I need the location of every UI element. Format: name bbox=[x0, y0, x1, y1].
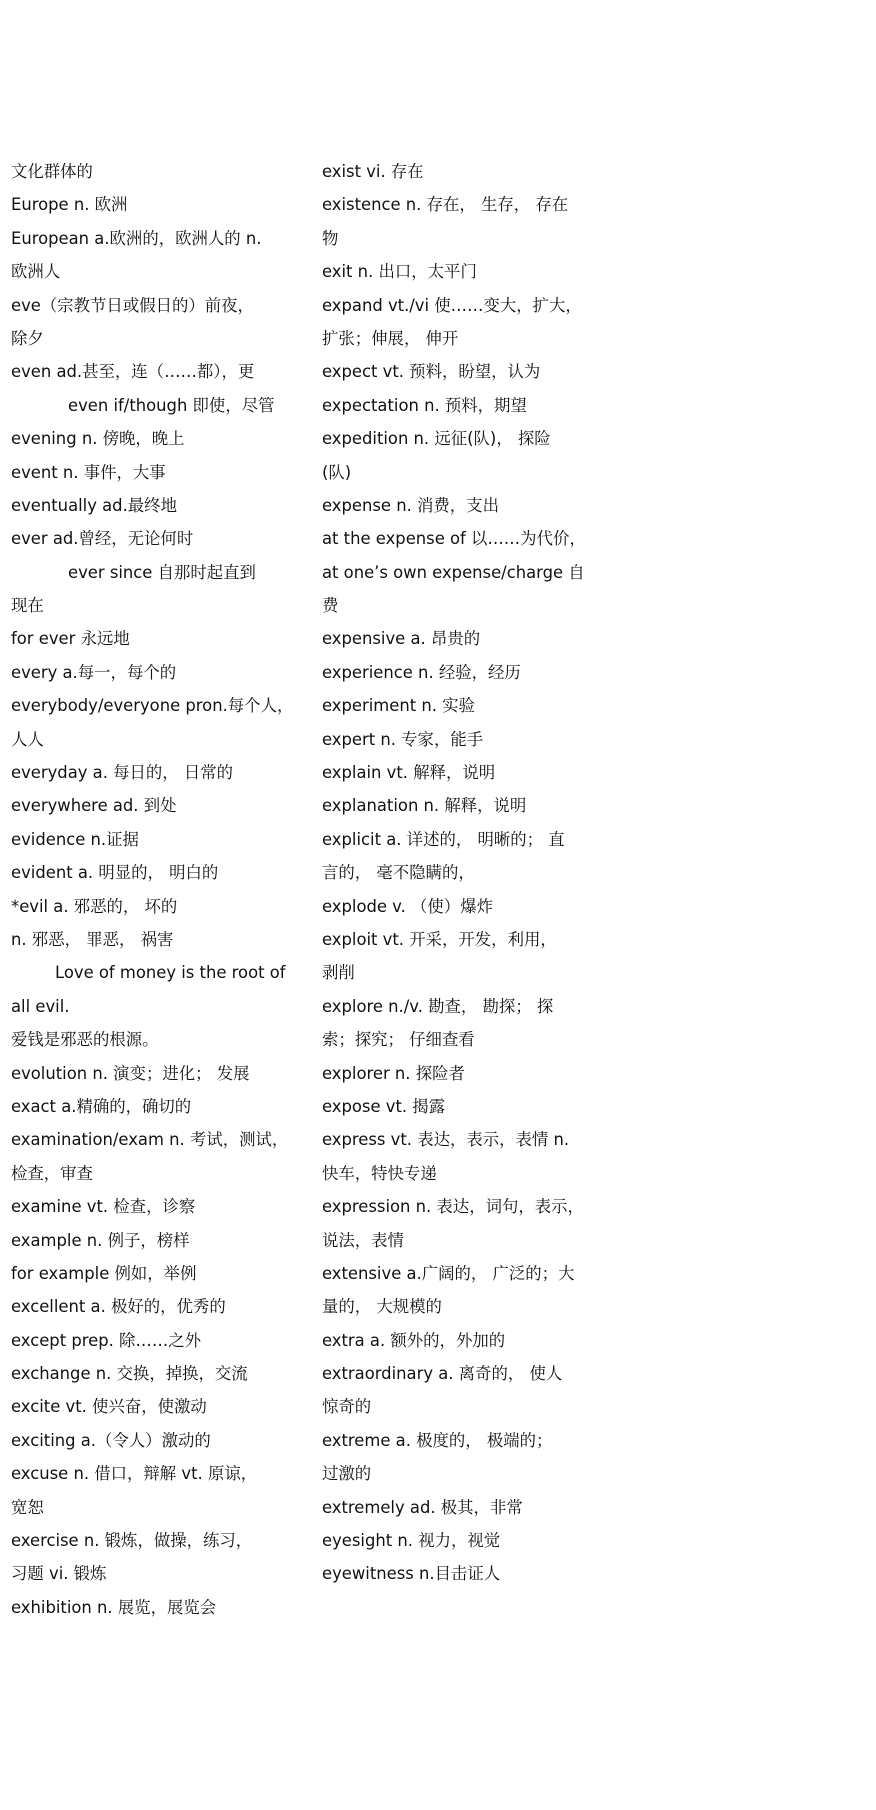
vocab-line: evolution n. 演变；进化； 发展 bbox=[11, 1063, 250, 1083]
vocab-line: everywhere ad. 到处 bbox=[11, 796, 177, 816]
vocab-line: expedition n. 远征(队)， 探险 bbox=[322, 429, 551, 449]
vocab-line: European a.欧洲的，欧洲人的 n. bbox=[11, 228, 262, 248]
vocab-line: existence n. 存在， 生存， 存在 bbox=[322, 195, 569, 215]
vocab-line: exchange n. 交换，掉换，交流 bbox=[11, 1364, 248, 1384]
vocab-line: 惊奇的 bbox=[322, 1397, 372, 1417]
vocab-line: excuse n. 借口，辩解 vt. 原谅， bbox=[11, 1464, 258, 1484]
vocab-line: explore n./v. 勘查， 勘探； 探 bbox=[322, 996, 554, 1016]
vocab-line: expert n. 专家，能手 bbox=[322, 729, 484, 749]
vocab-line: 欧洲人 bbox=[11, 262, 61, 282]
vocab-line: even ad.甚至，连（……都），更 bbox=[11, 362, 255, 382]
vocab-line: eyesight n. 视力，视觉 bbox=[322, 1531, 501, 1551]
vocab-line: explain vt. 解释，说明 bbox=[322, 763, 496, 783]
vocab-line: Love of money is the root of bbox=[55, 963, 286, 983]
vocab-line: 物 bbox=[322, 228, 339, 248]
vocab-line: expect vt. 预料，盼望，认为 bbox=[322, 362, 541, 382]
vocab-line: 除夕 bbox=[11, 328, 44, 348]
vocab-line: (队) bbox=[322, 462, 352, 482]
vocab-line: 人人 bbox=[11, 729, 44, 749]
vocab-line: exploit vt. 开采，开发，利用， bbox=[322, 929, 557, 949]
vocab-line: exciting a.（令人）激动的 bbox=[11, 1430, 211, 1450]
vocab-line: exact a.精确的，确切的 bbox=[11, 1096, 192, 1116]
vocab-line: exist vi. 存在 bbox=[322, 162, 424, 181]
vocab-line: 文化群体的 bbox=[11, 162, 93, 181]
vocab-line: except prep. 除……之外 bbox=[11, 1330, 201, 1350]
vocab-line: 宽恕 bbox=[11, 1497, 44, 1517]
vocab-line: experiment n. 实验 bbox=[322, 696, 475, 716]
vocab-line: ever ad.曾经，无论何时 bbox=[11, 529, 194, 549]
vocab-line: 爱钱是邪恶的根源。 bbox=[11, 1030, 159, 1050]
vocab-line: exit n. 出口，太平门 bbox=[322, 262, 477, 282]
vocab-line: 过激的 bbox=[322, 1464, 372, 1484]
vocab-line: 现在 bbox=[11, 596, 44, 616]
vocab-line: exhibition n. 展览，展览会 bbox=[11, 1597, 217, 1617]
vocab-line: 扩张；伸展， 伸开 bbox=[322, 328, 459, 348]
vocab-line: examine vt. 检查，诊察 bbox=[11, 1197, 196, 1217]
vocab-line: 言的， 毫不隐瞒的， bbox=[322, 863, 475, 883]
vocab-line: excellent a. 极好的，优秀的 bbox=[11, 1297, 226, 1317]
vocab-line: expense n. 消费，支出 bbox=[322, 495, 499, 515]
vocab-line: at one’s own expense/charge 自 bbox=[322, 562, 585, 582]
vocab-line: eve（宗教节日或假日的）前夜， bbox=[11, 295, 254, 315]
vocab-line: even if/though 即使，尽管 bbox=[68, 395, 275, 415]
vocab-line: extensive a.广阔的， 广泛的；大 bbox=[322, 1263, 575, 1283]
vocab-line: extraordinary a. 离奇的， 使人 bbox=[322, 1364, 563, 1384]
vocab-line: exercise n. 锻炼，做操，练习， bbox=[11, 1531, 253, 1551]
vocab-line: everybody/everyone pron.每个人， bbox=[11, 696, 294, 716]
vocab-line: every a.每一，每个的 bbox=[11, 662, 177, 682]
vocab-line: experience n. 经验，经历 bbox=[322, 662, 521, 682]
vocab-line: extremely ad. 极其，非常 bbox=[322, 1497, 523, 1517]
vocab-line: ever since 自那时起直到 bbox=[68, 562, 256, 582]
vocab-line: expression n. 表达，词句，表示， bbox=[322, 1197, 584, 1217]
vocab-line: explode v. （使）爆炸 bbox=[322, 896, 493, 916]
vocab-line: evening n. 傍晚，晚上 bbox=[11, 429, 185, 449]
left-column bbox=[11, 155, 294, 1624]
vocab-line: 费 bbox=[322, 596, 339, 616]
vocab-line: examination/exam n. 考试，测试， bbox=[11, 1130, 289, 1150]
vocab-line: evident a. 明显的， 明白的 bbox=[11, 863, 219, 883]
vocab-line: eventually ad.最终地 bbox=[11, 495, 177, 515]
vocab-line: for example 例如，举例 bbox=[11, 1263, 197, 1283]
vocab-line: expose vt. 揭露 bbox=[322, 1096, 446, 1116]
vocab-line: event n. 事件，大事 bbox=[11, 462, 166, 482]
vocab-line: everyday a. 每日的， 日常的 bbox=[11, 763, 234, 783]
vocab-line: extreme a. 极度的， 极端的； bbox=[322, 1430, 553, 1450]
vocab-line: 习题 vi. 锻炼 bbox=[11, 1564, 107, 1584]
vocab-line: evidence n.证据 bbox=[11, 829, 139, 849]
vocab-line: 检查，审查 bbox=[11, 1163, 93, 1183]
vocab-line: extra a. 额外的，外加的 bbox=[322, 1330, 506, 1350]
vocab-line: excite vt. 使兴奋，使激动 bbox=[11, 1397, 207, 1417]
vocab-line: *evil a. 邪恶的， 坏的 bbox=[11, 896, 178, 916]
vocab-line: for ever 永远地 bbox=[11, 629, 130, 649]
vocab-line: all evil. bbox=[11, 996, 70, 1016]
vocab-line: expand vt./vi 使……变大，扩大， bbox=[322, 295, 582, 315]
vocab-line: at the expense of 以……为代价， bbox=[322, 529, 586, 549]
vocab-line: expectation n. 预料，期望 bbox=[322, 395, 527, 415]
vocab-line: Europe n. 欧洲 bbox=[11, 195, 128, 215]
vocab-line: eyewitness n.目击证人 bbox=[322, 1564, 501, 1584]
right-column bbox=[322, 155, 605, 1591]
vocab-line: example n. 例子，榜样 bbox=[11, 1230, 190, 1250]
vocab-line: expensive a. 昂贵的 bbox=[322, 629, 481, 649]
vocab-line: explorer n. 探险者 bbox=[322, 1063, 465, 1083]
vocab-line: 量的， 大规模的 bbox=[322, 1297, 442, 1317]
vocab-line: express vt. 表达，表示，表情 n. bbox=[322, 1130, 570, 1150]
vocab-line: 索；探究； 仔细查看 bbox=[322, 1030, 475, 1050]
vocab-line: explicit a. 详述的， 明晰的； 直 bbox=[322, 829, 565, 849]
vocab-line: 快车，特快专递 bbox=[322, 1163, 437, 1183]
vocab-line: explanation n. 解释，说明 bbox=[322, 796, 527, 816]
vocab-line: 说法，表情 bbox=[322, 1230, 404, 1250]
vocab-line: 剥削 bbox=[322, 963, 355, 983]
vocab-line: n. 邪恶， 罪恶， 祸害 bbox=[11, 929, 174, 949]
